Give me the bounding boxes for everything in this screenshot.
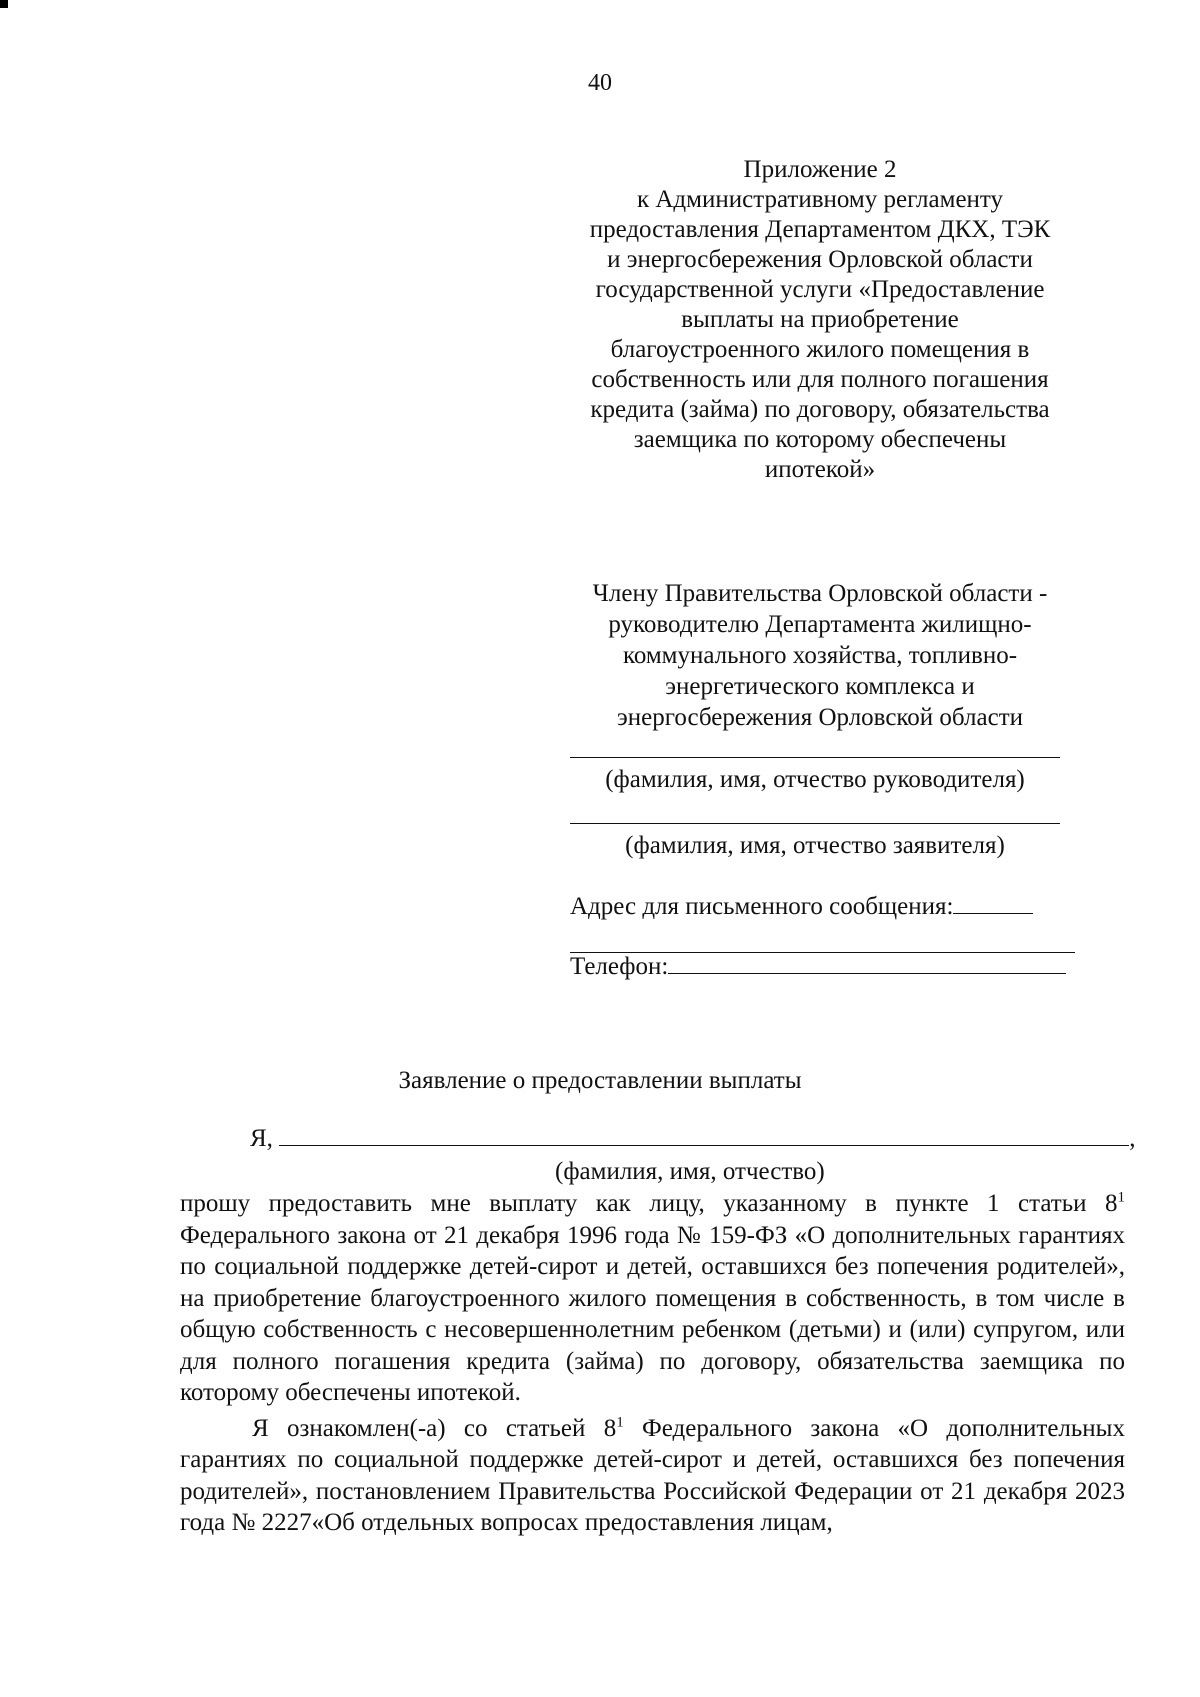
superscript: 1 (1117, 1189, 1125, 1206)
appendix-line: и энергосбережения Орловской области (607, 246, 1033, 273)
address-label: Адрес для письменного сообщения: (570, 893, 954, 920)
fio-caption: (фамилия, имя, отчество) (555, 1158, 825, 1185)
statement-title: Заявление о предоставлении выплаты (398, 1067, 802, 1094)
paragraph-2-start: Я ознакомлен(-а) со статьей 8 (252, 1414, 617, 1442)
addressee-line: энергетического комплекса и (665, 673, 975, 700)
addressee-line: Члену Правительства Орловской области - (592, 580, 1048, 607)
appendix-line: собственность или для полного погашения (591, 366, 1049, 393)
statement-body (180, 1188, 1125, 1539)
addressee-line: руководителю Департамента жилищно- (608, 611, 1032, 638)
superscript: 1 (616, 1414, 624, 1431)
appendix-line: предоставления Департаментом ДКХ, ТЭК (589, 216, 1051, 243)
appendix-line: заемщика по которому обеспечены (633, 426, 1007, 453)
phone-field (570, 953, 1066, 981)
head-name-caption: (фамилия, имя, отчество руководителя) (605, 766, 1025, 793)
ya-label: Я, (250, 1125, 273, 1152)
page-number: 40 (588, 70, 612, 96)
paragraph-1-rest: Федерального закона от 21 декабря 1996 года № 159-ФЗ «О дополнительных гарантиях по социальной поддержке детей-сирот и детей, оставшихся без попечения родителей», на приобретение благоустроенного жилого помещения в собственность, в том числе в общую собственность с несовершеннолетним ребенком (детьми) и (или) супругом, или для полного погашения кредита (займа) по договору, обязательства заемщика по которому обеспечены ипотекой. (180, 1221, 1125, 1406)
phone-label: Телефон: (570, 953, 669, 980)
paragraph-2-rest: Федерального закона «О дополнительных гарантиях по социальной поддержке детей-сирот и детей, оставшихся без попечения родителей», постановлением Правительства Российской Федерации от 21 декабря 2023 года № 2227«Об отдельных вопросах предоставления лицам, (180, 1414, 1125, 1536)
paragraph-1-start: прошу предоставить мне выплату как лицу, указанному в пункте 1 статьи 8 (180, 1190, 1118, 1217)
addressee-line: энергосбережения Орловской области (616, 704, 1024, 731)
appendix-line: благоустроенного жилого помещения в (610, 336, 1030, 363)
scan-corner-mark (0, 0, 8, 8)
address-field (570, 893, 1033, 921)
appendix-header (560, 155, 1080, 485)
address-blank[interactable] (953, 893, 1033, 914)
ya-comma: , (1129, 1125, 1136, 1152)
appendix-line: выплаты на приобретение (681, 306, 959, 333)
appendix-line: ипотекой» (764, 456, 876, 483)
appendix-line: кредита (займа) по договору, обязательства (590, 396, 1050, 423)
applicant-name-caption: (фамилия, имя, отчество заявителя) (625, 832, 1005, 859)
applicant-name-row (250, 1125, 1135, 1153)
phone-blank[interactable] (668, 953, 1066, 974)
appendix-line: к Административному регламенту (636, 186, 1004, 213)
appendix-line: Приложение 2 (743, 156, 897, 183)
statement-paragraph-2 (180, 1413, 1125, 1539)
applicant-fio-blank[interactable] (279, 1125, 1129, 1146)
head-name-line[interactable] (570, 757, 1060, 758)
addressee-line: коммунального хозяйства, топливно- (622, 642, 1018, 669)
statement-paragraph-1 (180, 1188, 1125, 1409)
applicant-name-line[interactable] (570, 823, 1060, 824)
appendix-line: государственной услуги «Предоставление (595, 276, 1045, 303)
addressee-block (560, 578, 1080, 733)
